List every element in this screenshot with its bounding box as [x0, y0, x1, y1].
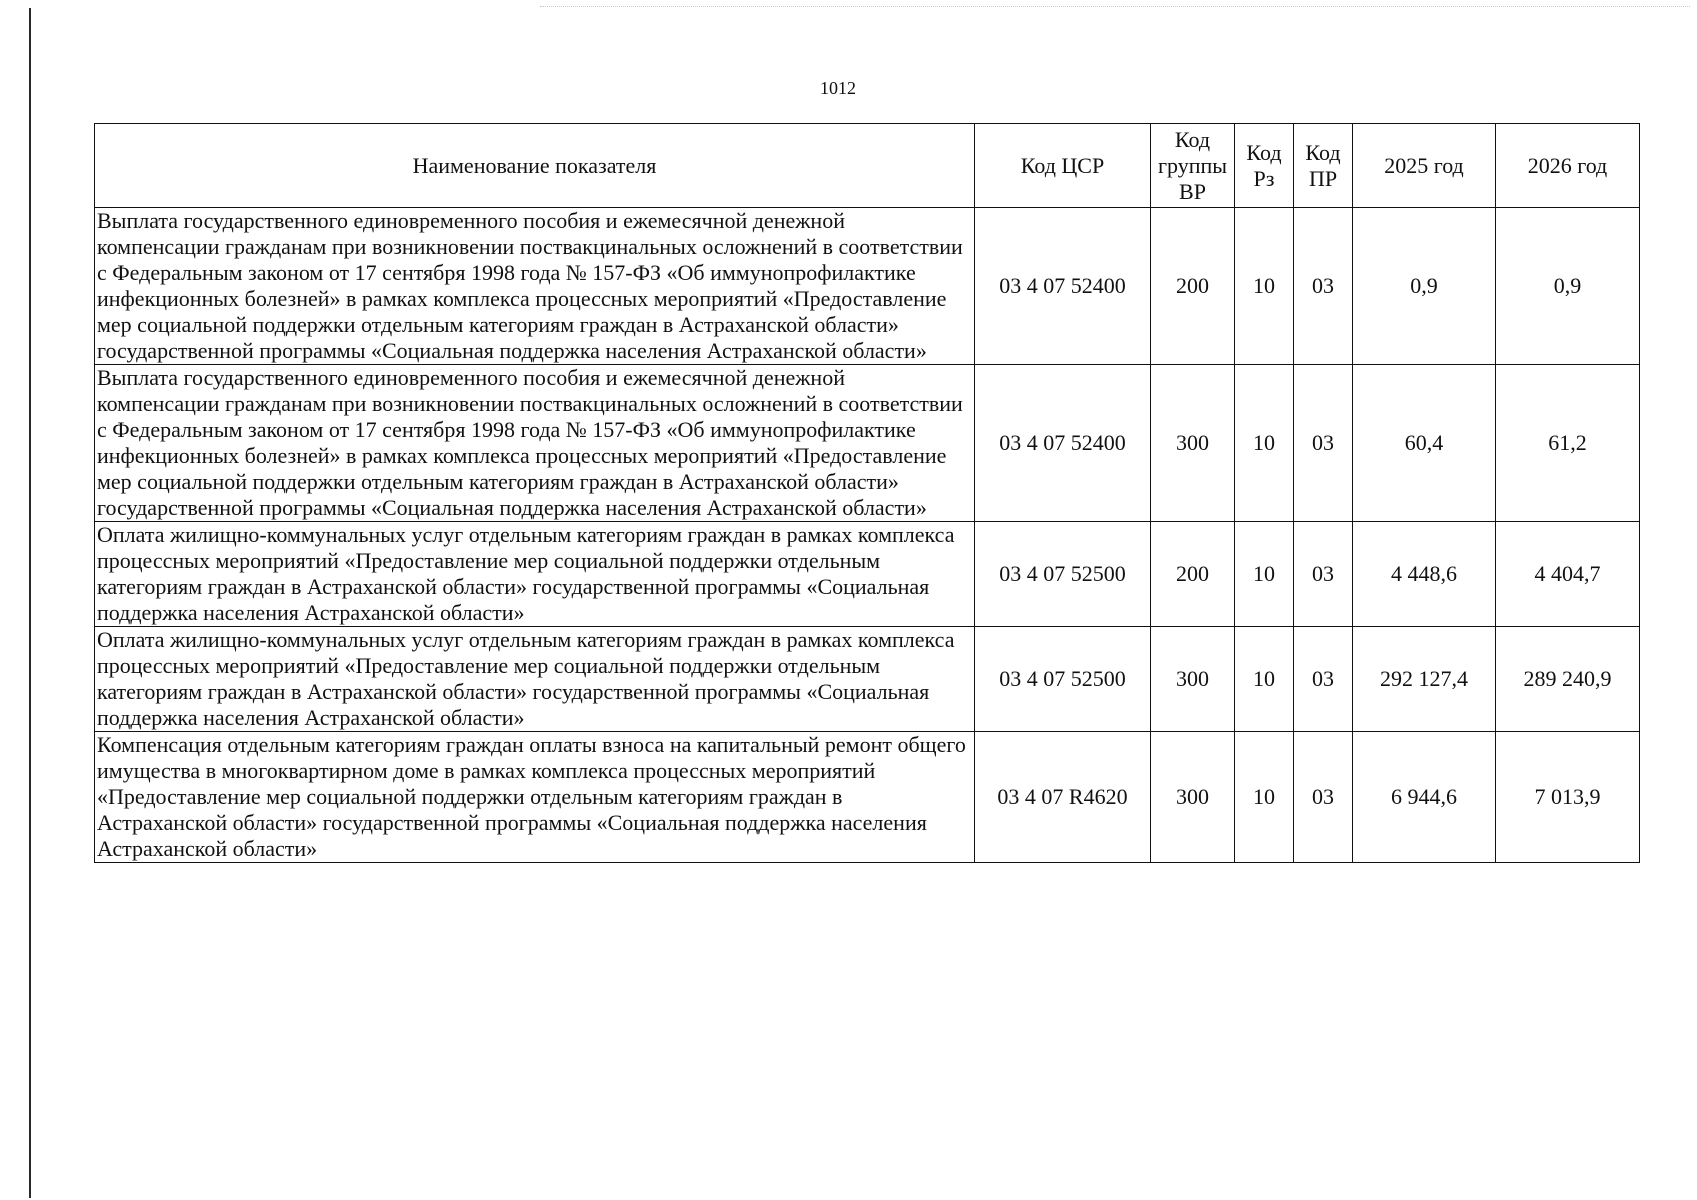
row-vr: 300 [1151, 732, 1235, 863]
row-2026: 61,2 [1496, 365, 1640, 522]
header-vr: Код группы ВР [1151, 124, 1235, 208]
row-pr: 03 [1294, 732, 1353, 863]
row-vr: 300 [1151, 365, 1235, 522]
budget-table [94, 123, 1640, 863]
row-csr: 03 4 07 52500 [975, 627, 1151, 732]
row-2026: 0,9 [1496, 208, 1640, 365]
table-row [95, 365, 1640, 522]
row-pr: 03 [1294, 365, 1353, 522]
header-rz: Код Рз [1235, 124, 1294, 208]
page-number: 1012 [820, 78, 856, 98]
row-rz: 10 [1235, 732, 1294, 863]
row-csr: 03 4 07 52400 [975, 365, 1151, 522]
table-row [95, 208, 1640, 365]
row-vr: 200 [1151, 522, 1235, 627]
row-vr: 300 [1151, 627, 1235, 732]
row-name: Оплата жилищно-коммунальных услуг отдельным категориям граждан в рамках комплекса процессных мероприятий «Предоставление мер социальной поддержки отдельным категориям граждан в Астраханской области» государственной программы «Социальная поддержка населения Астраханской области» [95, 627, 975, 732]
header-pr: Код ПР [1294, 124, 1353, 208]
row-name: Выплата государственного единовременного пособия и ежемесячной денежной компенсации гражданам при возникновении поствакцинальных осложнений в соответствии с Федеральным законом от 17 сентября 1998 года № 157-ФЗ «Об иммунопрофилактике инфекционных болезней» в рамках комплекса процессных мероприятий «Предоставление мер социальной поддержки отдельным категориям граждан в Астраханской области» государственной программы «Социальная поддержка населения Астраханской области» [95, 208, 975, 365]
row-name: Оплата жилищно-коммунальных услуг отдельным категориям граждан в рамках комплекса процессных мероприятий «Предоставление мер социальной поддержки отдельным категориям граждан в Астраханской области» государственной программы «Социальная поддержка населения Астраханской области» [95, 522, 975, 627]
scan-edge-line [29, 8, 31, 1198]
scan-top-noise [540, 6, 1690, 8]
row-2026: 289 240,9 [1496, 627, 1640, 732]
row-2025: 60,4 [1353, 365, 1496, 522]
row-csr: 03 4 07 52500 [975, 522, 1151, 627]
row-rz: 10 [1235, 208, 1294, 365]
row-pr: 03 [1294, 627, 1353, 732]
header-2026: 2026 год [1496, 124, 1640, 208]
row-pr: 03 [1294, 522, 1353, 627]
row-vr: 200 [1151, 208, 1235, 365]
table-row [95, 732, 1640, 863]
row-2026: 4 404,7 [1496, 522, 1640, 627]
row-2025: 292 127,4 [1353, 627, 1496, 732]
row-rz: 10 [1235, 365, 1294, 522]
table-header-row [95, 124, 1640, 208]
row-name: Выплата государственного единовременного пособия и ежемесячной денежной компенсации гражданам при возникновении поствакцинальных осложнений в соответствии с Федеральным законом от 17 сентября 1998 года № 157-ФЗ «Об иммунопрофилактике инфекционных болезней» в рамках комплекса процессных мероприятий «Предоставление мер социальной поддержки отдельным категориям граждан в Астраханской области» государственной программы «Социальная поддержка населения Астраханской области» [95, 365, 975, 522]
header-2025: 2025 год [1353, 124, 1496, 208]
row-rz: 10 [1235, 627, 1294, 732]
row-2025: 6 944,6 [1353, 732, 1496, 863]
row-name: Компенсация отдельным категориям граждан оплаты взноса на капитальный ремонт общего имущества в многоквартирном доме в рамках комплекса процессных мероприятий «Предоставление мер социальной поддержки отдельным категориям граждан в Астраханской области» государственной программы «Социальная поддержка населения Астраханской области» [95, 732, 975, 863]
table-row [95, 627, 1640, 732]
row-2026: 7 013,9 [1496, 732, 1640, 863]
row-2025: 0,9 [1353, 208, 1496, 365]
row-2025: 4 448,6 [1353, 522, 1496, 627]
header-csr: Код ЦСР [975, 124, 1151, 208]
row-pr: 03 [1294, 208, 1353, 365]
row-csr: 03 4 07 52400 [975, 208, 1151, 365]
row-rz: 10 [1235, 522, 1294, 627]
row-csr: 03 4 07 R4620 [975, 732, 1151, 863]
table-row [95, 522, 1640, 627]
header-name: Наименование показателя [95, 124, 975, 208]
